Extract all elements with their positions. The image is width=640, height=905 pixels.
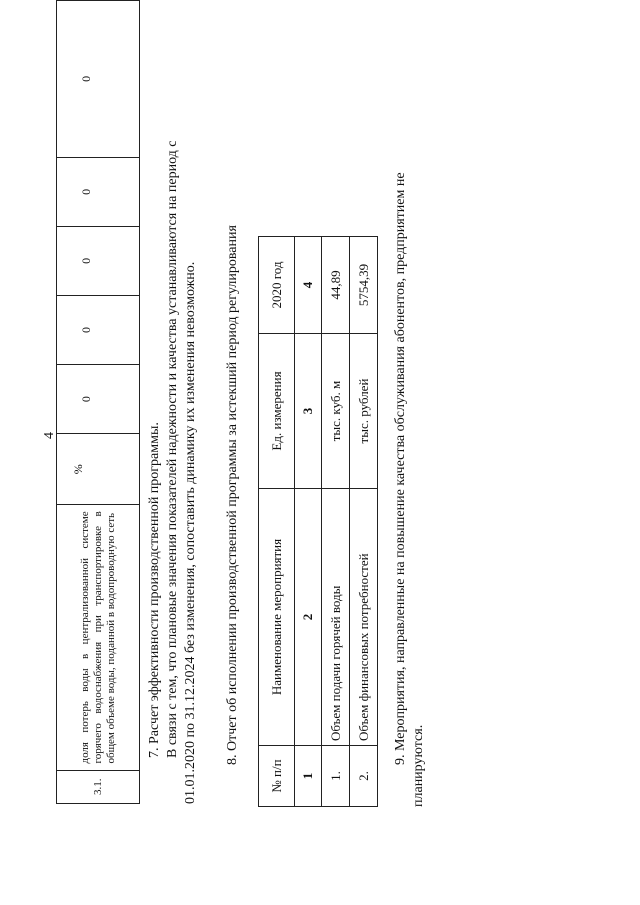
section-8-heading: 8. Отчет об исполнении производственной программы за истекший период регулирования bbox=[225, 225, 240, 765]
section-9-line-1: 9. Мероприятия, направленные на повышение качества обслуживания абонентов, предприятием не bbox=[393, 172, 408, 765]
column-number-1: 1 bbox=[295, 746, 322, 807]
row-number: 3.1. bbox=[57, 770, 140, 803]
section-7-line-2: 01.01.2020 по 31.12.2024 без изменения, сопоставить динамику их изменения невозможно. bbox=[183, 261, 198, 804]
indicator-value-1: 0 bbox=[57, 365, 140, 434]
indicator-value-3: 0 bbox=[57, 226, 140, 295]
row-number: 2. bbox=[350, 746, 378, 807]
header-unit: Ед. измерения bbox=[259, 334, 295, 489]
header-num: № п/п bbox=[259, 746, 295, 807]
indicator-value-5: 0 bbox=[57, 1, 140, 158]
indicator-value-4: 0 bbox=[57, 157, 140, 226]
measure-value: 44,89 bbox=[322, 237, 350, 334]
measure-name: Объем подачи горячей воды bbox=[322, 489, 350, 746]
column-number-3: 3 bbox=[295, 334, 322, 489]
table-row bbox=[322, 237, 350, 807]
indicator-name: доля потерь воды в централизованной системе горячего водоснабжения при транспортировке в общем объеме воды, поданной в водопроводную сеть bbox=[57, 505, 140, 770]
indicator-value-2: 0 bbox=[57, 295, 140, 364]
indicators-table bbox=[56, 0, 140, 804]
column-number-4: 4 bbox=[295, 237, 322, 334]
column-number-2: 2 bbox=[295, 489, 322, 746]
table-row bbox=[57, 1, 140, 804]
section-7-line-1: В связи с тем, что плановые значения показателей надежности и качества устанавливаются на период с bbox=[165, 140, 180, 758]
measure-unit: тыс. куб. м bbox=[322, 334, 350, 489]
section-9-line-2: планируются. bbox=[411, 724, 426, 807]
header-year: 2020 год bbox=[259, 237, 295, 334]
row-number: 1. bbox=[322, 746, 350, 807]
table-header-row bbox=[259, 237, 295, 807]
header-name: Наименование мероприятия bbox=[259, 489, 295, 746]
section-7-heading: 7. Расчет эффективности производственной программы. bbox=[147, 422, 162, 758]
report-table bbox=[258, 236, 378, 807]
page-number: 4 bbox=[42, 432, 57, 439]
measure-value: 5754,39 bbox=[350, 237, 378, 334]
measure-unit: тыс. рублей bbox=[350, 334, 378, 489]
column-number-row bbox=[295, 237, 322, 807]
indicator-unit: % bbox=[57, 434, 140, 505]
measure-name: Объем финансовых потребностей bbox=[350, 489, 378, 746]
table-row bbox=[350, 237, 378, 807]
